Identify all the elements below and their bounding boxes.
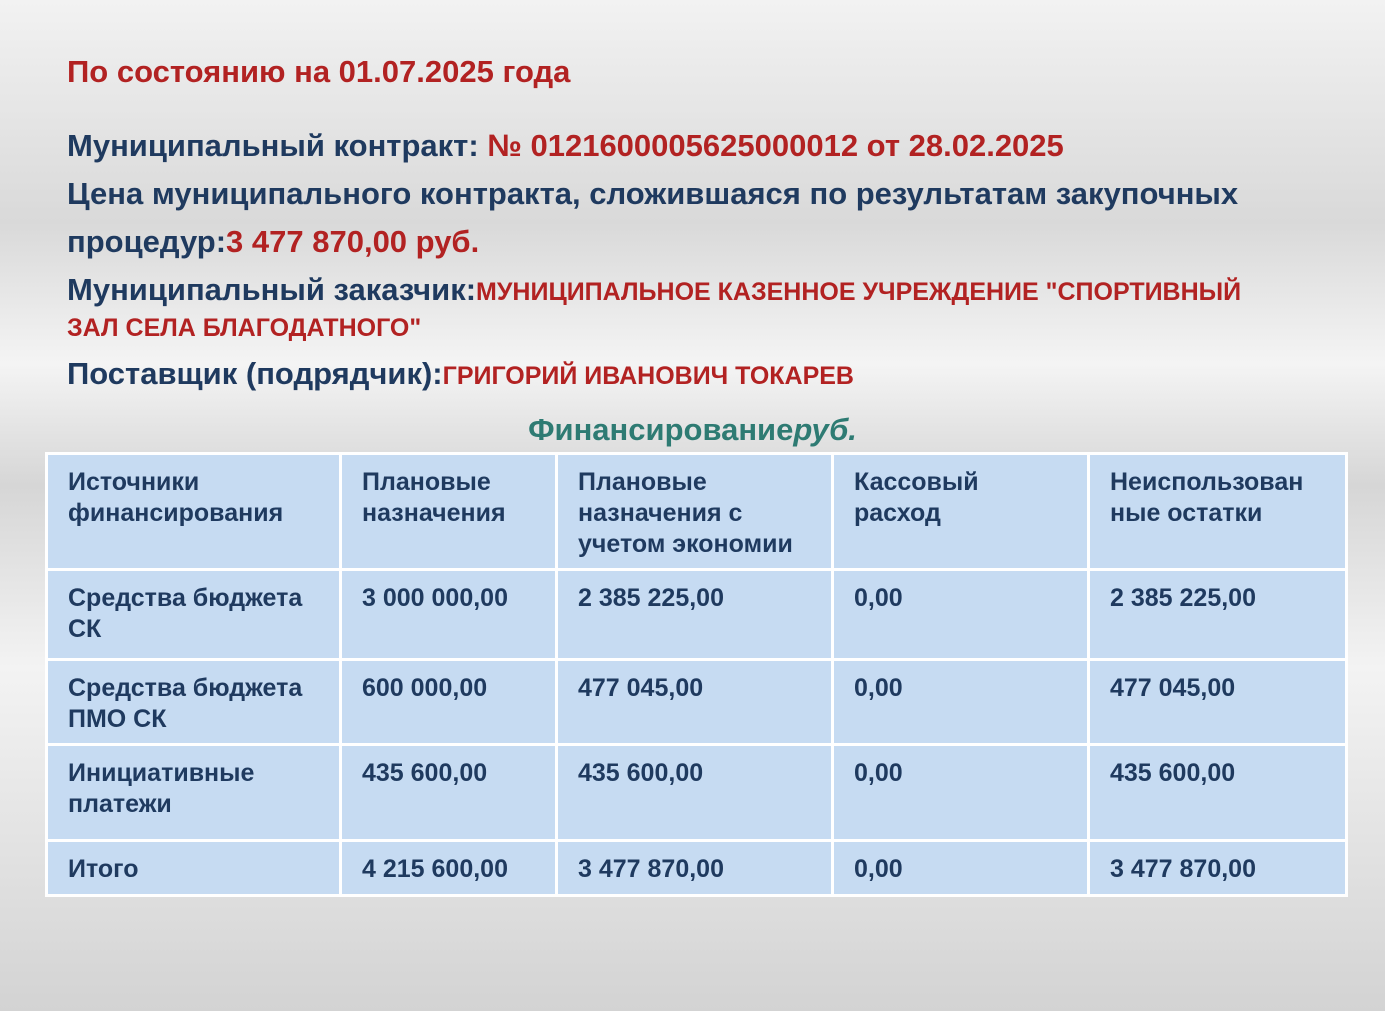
table-cell: 477 045,00 [557,660,833,745]
customer-label: Муниципальный заказчик: [67,272,477,307]
table-cell: 0,00 [833,745,1089,841]
financing-table [45,452,1348,897]
table-cell: Итого [47,841,341,896]
table-cell: 2 385 225,00 [557,570,833,660]
contract-line [67,128,1064,164]
table-cell: 435 600,00 [341,745,557,841]
header-cell: Источники финансирования [47,454,341,570]
table-header-row [47,454,1347,570]
table-cell: 3 477 870,00 [1089,841,1347,896]
table-cell: 0,00 [833,570,1089,660]
table-cell: 435 600,00 [1089,745,1347,841]
table-cell: 2 385 225,00 [1089,570,1347,660]
table-cell: Средства бюджета ПМО СК [47,660,341,745]
supplier-value: ГРИГОРИЙ ИВАНОВИЧ ТОКАРЕВ [442,362,854,390]
table-cell: 3 477 870,00 [557,841,833,896]
status-date: По состоянию на 01.07.2025 года [67,54,571,89]
table-row [47,745,1347,841]
table-cell: 477 045,00 [1089,660,1347,745]
price-value: 3 477 870,00 руб. [226,224,480,259]
price-label-line: Цена муниципального контракта, сложившаяся по результатам закупочных [67,176,1239,211]
header-cell: Неиспользован ные остатки [1089,454,1347,570]
table-cell: 3 000 000,00 [341,570,557,660]
contract-value: № 0121600005625000012 от 28.02.2025 [487,128,1064,163]
contract-label: Муниципальный контракт: [67,128,488,163]
header-cell: Кассовый расход [833,454,1089,570]
table-cell: 600 000,00 [341,660,557,745]
customer-value-cont: ЗАЛ СЕЛА БЛАГОДАТНОГО" [67,314,422,342]
financing-title [0,412,1385,448]
table-cell: Средства бюджета СК [47,570,341,660]
table-cell: 435 600,00 [557,745,833,841]
table-cell: 0,00 [833,660,1089,745]
header-cell: Плановые назначения с учетом экономии [557,454,833,570]
table-cell: 4 215 600,00 [341,841,557,896]
table-cell: Инициативные платежи [47,745,341,841]
customer-value: МУНИЦИПАЛЬНОЕ КАЗЕННОЕ УЧРЕЖДЕНИЕ "СПОРТИВНЫЙ [476,278,1242,306]
customer-line [67,272,1241,308]
price-line [67,224,479,260]
table-cell: 0,00 [833,841,1089,896]
supplier-label: Поставщик (подрядчик): [67,356,443,391]
financing-unit: руб. [793,412,857,447]
table-row [47,570,1347,660]
supplier-line [67,356,854,392]
price-label: процедур: [67,224,227,259]
header-cell: Плановые назначения [341,454,557,570]
table-row [47,660,1347,745]
financing-title-text: Финансирование [528,412,794,447]
table-total-row [47,841,1347,896]
